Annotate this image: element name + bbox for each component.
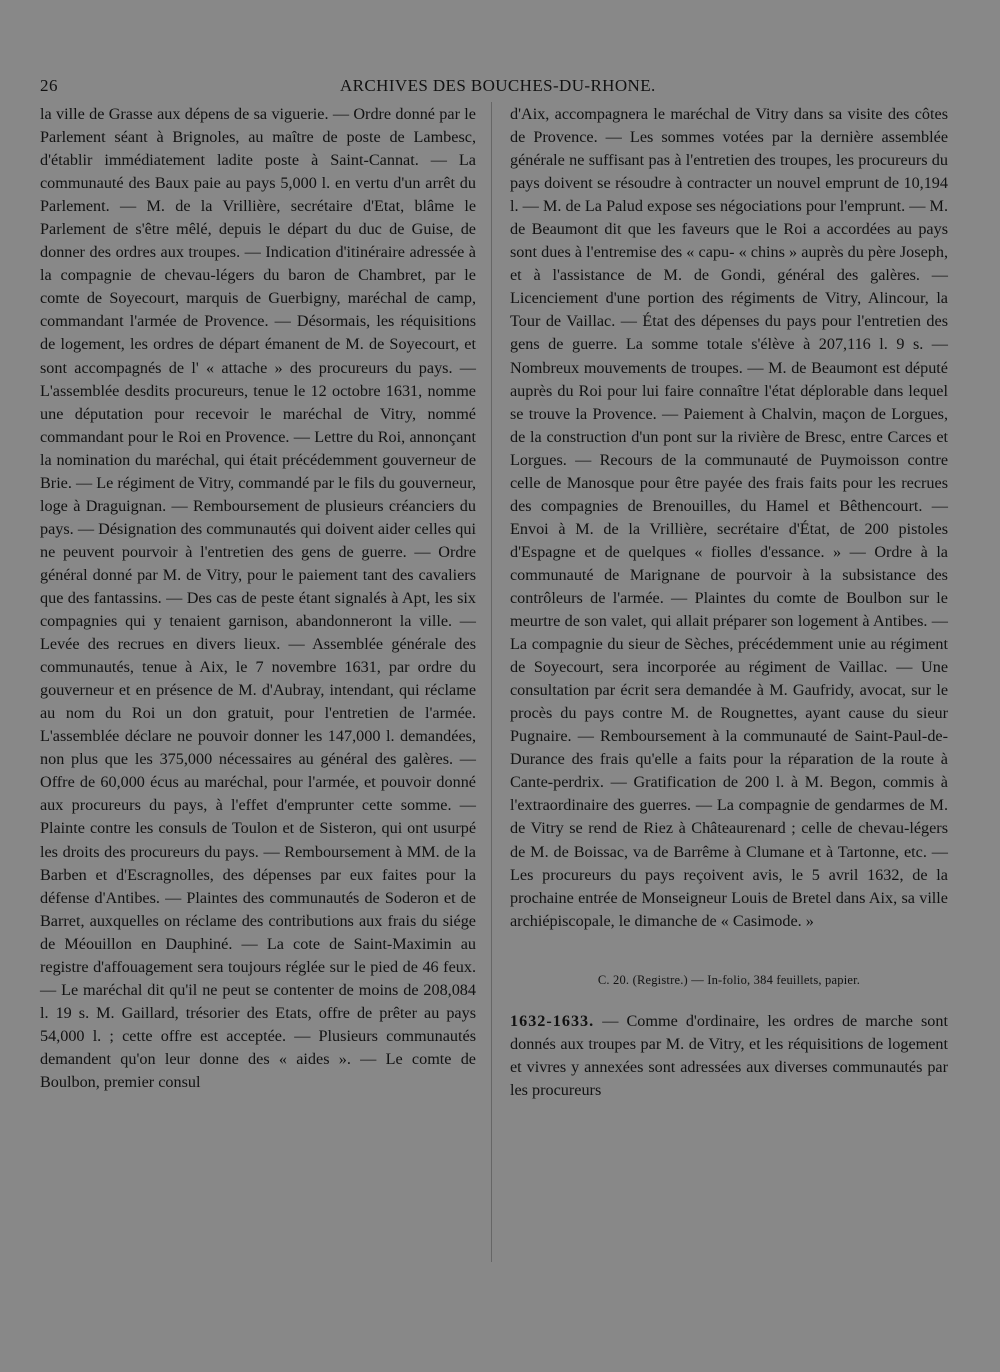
left-column — [40, 103, 476, 1094]
page-number: 26 — [40, 76, 58, 95]
right-column-text: d'Aix, accompagnera le maréchal de Vitry dans sa visite des côtes de Provence. — Les sommes votées par la dernière assemblée générale ne suffisant pas à l'entretien des troupes, les procureurs du pays doivent se résoudre à contracter un nouvel emprunt de 10,194 l. — M. de La Palud expose ses négociations pour l'emprunt. — M. de Beaumont dit que les faveurs que le Roi a accordées au pays sont dues à l'entremise des « capu- « chins » auprès du père Joseph, et à l'assistance de M. de Gondi, général des galères. — Licenciement d'une portion des régiments de Vitry, Alincour, la Tour de Vaillac. — État des dépenses du pays pour l'entretien des gens de guerre. La somme totale s'élève à 207,116 l. 9 s. — Nombreux mouvements de troupes. — M. de Beaumont est député auprès du Roi pour lui faire connaître l'état déplorable dans lequel se trouve la Provence. — Paiement à Chalvin, maçon de Lorgues, de la construction d'un pont sur la rivière de Bresc, entre Carces et Lorgues. — Recours de la communauté de Puymoisson contre celle de Manosque pour être payée des frais faits pour les recrues des compagnies de Brenouilles, du Hamel et Bêthencourt. — Envoi à M. de la Vrillière, secrétaire d'État, de 200 pistoles d'Espagne et de quelques « fiolles d'essance. » — Ordre à la communauté de Marignane de pourvoir à la subsistance des contrôleurs de l'armée. — Plaintes du comte de Boulbon sur le meurtre de son valet, qui allait préparer son logement à Antibes. — La compagnie du sieur de Sèches, précédemment unie au régiment de Soyecourt, sera incorporée au régiment de Vaillac. — Une consultation par écrit sera demandée à M. Gaufridy, avocat, sur le procès du pays contre M. de Rougnettes, ayant cause du sieur Pugnaire. — Remboursement à la communauté de Saint-Paul-de-Durance des frais qu'elle a faits pour la réparation de la route à Cante-perdrix. — Gratification de 200 l. à M. Begon, commis à l'extraordinaire des guerres. — La compagnie de gendarmes de M. de Vitry se rend de Riez à Châteaurenard ; celle de chevau-légers de M. de Boissac, va de Barrême à Clumane et à Tartonne, etc. — Les procureurs du pays reçoivent avis, le 5 avril 1632, de la prochaine entrée de Monseigneur Louis de Bretel dans Aix, sa ville archiépiscopale, le dimanche de « Casimode. » — [510, 105, 948, 930]
section-text: — Comme d'ordinaire, les ordres de marche sont donnés aux troupes par M. de Vitry, et les réquisitions de logement et vivres y annexées sont adressées aux diverses communautés par les procureurs — [510, 1011, 948, 1099]
section-paragraph — [510, 1010, 948, 1102]
column-divider — [491, 102, 492, 1262]
section-year: 1632-1633. — [510, 1011, 595, 1030]
page-header-title: ARCHIVES DES BOUCHES-DU-RHONE. — [340, 76, 656, 95]
right-column — [510, 103, 948, 1102]
catalog-note: C. 20. (Registre.) — In-folio, 384 feuillets, papier. — [597, 972, 861, 987]
left-column-text: la ville de Grasse aux dépens de sa viguerie. — Ordre donné par le Parlement séant à Brignoles, au maître de poste de Lambesc, d'établir immédiatement ladite poste à Saint-Cannat. — La communauté des Baux paie au pays 5,000 l. en vertu d'un arrêt du Parlement. — M. de la Vrillière, secrétaire d'Etat, blâme le Parlement de s'être mêlé, depuis le départ du duc de Guise, de donner des ordres aux troupes. — Indication d'itinéraire adressée à la compagnie de chevau-légers du baron de Chambret, par le comte de Soyecourt, marquis de Guerbigny, maréchal de camp, commandant l'armée de Provence. — Désormais, les réquisitions de logement, les ordres de départ émanent de M. de Soyecourt, et sont accompagnés de l' « attache » des procureurs du pays. — L'assemblée desdits procureurs, tenue le 12 octobre 1631, nomme une députation pour recevoir le maréchal de Vitry, nommé commandant pour le Roi en Provence. — Lettre du Roi, annonçant la nomination du maréchal, qui était précédemment gouverneur de Brie. — Le régiment de Vitry, commandé par le fils du gouverneur, loge à Draguignan. — Remboursement de plusieurs créanciers du pays. — Désignation des communautés qui doivent aider celles qui ne peuvent pourvoir à l'entretien des gens de guerre. — Ordre général donné par M. de Vitry, pour le paiement tant des cavaliers que des fantassins. — Des cas de peste étant signalés à Apt, les six compagnies qui y tenaient garnison, abandonneront la ville. — Levée des recrues en divers lieux. — Assemblée générale des communautés, tenue à Aix, le 7 novembre 1631, par ordre du gouverneur et en présence de M. d'Aubray, intendant, qui réclame au nom du Roi un don gratuit, pour l'entretien de l'armée. L'assemblée déclare ne pouvoir donner les 147,000 l. demandées, non plus que les 375,000 nécessaires au général des galères. — Offre de 60,000 écus au maréchal, pour l'armée, et pouvoir donné aux procureurs du pays, à l'effet d'emprunter cette somme. — Plainte contre les consuls de Toulon et de Sisteron, qui ont usurpé les droits des procureurs du pays. — Remboursement à MM. de la Barben et d'Escragnolles, des dépenses par eux faites pour la défense d'Antibes. — Plaintes des communautés de Soderon et de Barret, auxquelles on réclame des contributions aux frais du siége de Méouillon en Dauphiné. — La cote de Saint-Maximin au registre d'affouagement sera toujours réglée sur le pied de 46 feux. — Le maréchal dit qu'il ne peut se contenter de moins de 208,084 l. 19 s. M. Gaillard, trésorier des Etats, offre de prêter au pays 54,000 l. ; cette offre est acceptée. — Plusieurs communautés demandent qu'on leur donne des « aides ». — Le comte de Boulbon, premier consul — [40, 105, 476, 1091]
